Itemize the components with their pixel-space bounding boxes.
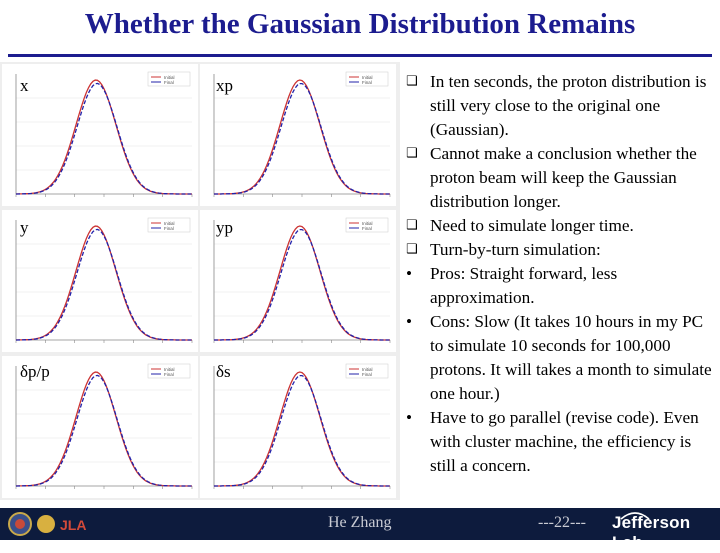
final-curve [16, 83, 192, 194]
legend-final-label: Final [164, 80, 174, 85]
jefferson-lab-logo: Jefferson Lab [612, 513, 691, 552]
plot-dpp [2, 356, 198, 498]
legend-initial-label: Initial [164, 75, 175, 80]
plot-yp-label: yp [216, 218, 233, 237]
bullet-item: • Pros: Straight forward, less approximation. [406, 264, 618, 307]
plot-x-label: x [20, 76, 29, 95]
dot-bullet-icon: • [406, 312, 413, 331]
plot-xp-label: xp [216, 76, 233, 95]
checkbox-bullet-icon: ❑ [406, 74, 418, 89]
initial-curve [214, 372, 390, 486]
dot-bullet-icon: • [406, 408, 413, 427]
footer-bar [0, 508, 720, 552]
dot-bullet-icon: • [406, 264, 413, 283]
legend-initial-label: Initial [164, 221, 175, 226]
legend-final-label: Final [164, 372, 174, 377]
plot-grid [0, 62, 400, 500]
plot-ds-label: δs [216, 362, 231, 381]
plot-dpp-label: δp/p [20, 362, 50, 381]
legend-initial-label: Initial [362, 221, 373, 226]
svg-text:JLA: JLA [60, 517, 87, 533]
plot-y-label: y [20, 218, 29, 237]
plot-y [2, 210, 198, 352]
final-curve [16, 229, 192, 340]
plot-y-chart [2, 210, 198, 352]
bullet-item: • Have to go parallel (revise code). Even with cluster machine, the efficiency is still a concern. [406, 408, 699, 475]
legend-final-label: Final [362, 226, 372, 231]
legend-initial-label: Initial [164, 367, 175, 372]
slide-title: Whether the Gaussian Distribution Remains [84, 8, 636, 40]
initial-curve [214, 80, 390, 194]
bullet-item: • Cons: Slow (It takes 10 hours in my PC to simulate 10 seconds for 100,000 protons. It will takes a month to simulate one hour.) [406, 312, 712, 403]
plot-yp [200, 210, 396, 352]
initial-curve [16, 80, 192, 194]
bullet-list [405, 70, 717, 478]
checkbox-bullet-icon: ❑ [406, 218, 418, 233]
legend-final-label: Final [164, 226, 174, 231]
final-curve [214, 376, 390, 486]
page-number: ---22--- [538, 514, 586, 531]
initial-curve [214, 226, 390, 340]
bullet-item: ❑ In ten seconds, the proton distribution is still very close to the original one (Gaussian). [406, 72, 707, 139]
jla-logo-icon [6, 510, 96, 538]
checkbox-bullet-icon: ❑ [406, 146, 418, 161]
final-curve [214, 230, 390, 340]
final-curve [214, 84, 390, 194]
legend-final-label: Final [362, 80, 372, 85]
title-underline [8, 54, 712, 57]
checkbox-bullet-icon: ❑ [406, 242, 418, 257]
plot-xp [200, 64, 396, 206]
legend-initial-label: Initial [362, 75, 373, 80]
bullet-item: ❑ Cannot make a conclusion whether the proton beam will keep the Gaussian distribution longer. [406, 144, 697, 211]
initial-curve [16, 372, 192, 486]
legend-initial-label: Initial [362, 367, 373, 372]
presenter-name: He Zhang [328, 514, 392, 531]
bullet-item: ❑ Turn-by-turn simulation: [405, 238, 717, 262]
plot-x-chart [2, 64, 198, 206]
plot-ds [200, 356, 396, 498]
final-curve [16, 375, 192, 486]
legend-final-label: Final [362, 372, 372, 377]
initial-curve [16, 226, 192, 340]
plot-x [2, 64, 198, 206]
bullet-item: ❑ Need to simulate longer time. [405, 214, 717, 238]
